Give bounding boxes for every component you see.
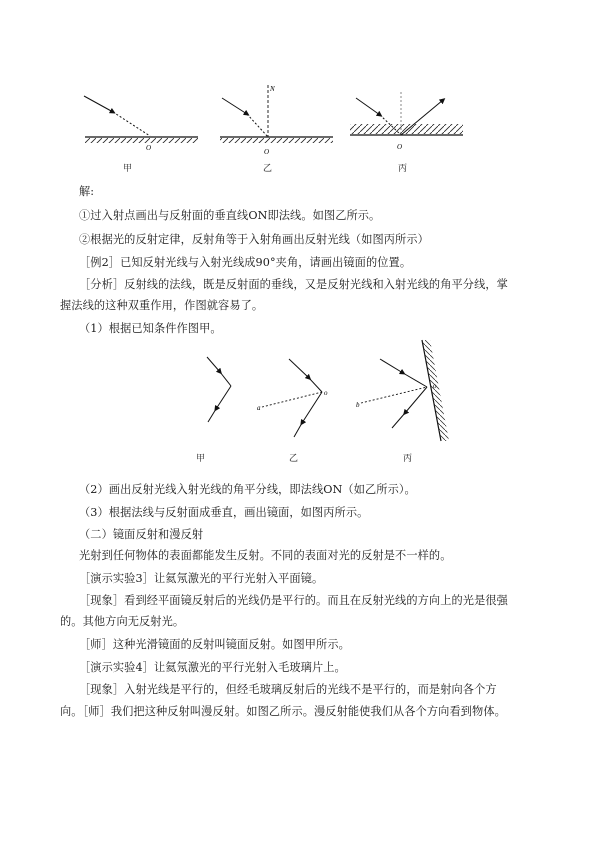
figure1-caption-c: 丙 <box>398 164 408 174</box>
paragraph-analysis-cont: 握法线的这种双重作用，作图就容易了。 <box>60 299 264 312</box>
normal-n-label: N <box>270 85 275 93</box>
paragraph-phenomenon-1: ［现象］看到经平面镜反射后的光线仍是平行的。而且在反射光线的方向上的光是很强 <box>79 594 508 607</box>
figure1-caption-b: 乙 <box>263 164 273 174</box>
incident-ray-tail <box>403 373 427 387</box>
paragraph-step-a: （1）根据已知条件作图甲。 <box>79 322 222 335</box>
figure2-caption-a: 甲 <box>196 454 206 464</box>
paragraph-teacher-1: ［师］这种光滑镜面的反射叫镜面反射。如图甲所示。 <box>79 638 350 651</box>
figure2-panel-c <box>356 340 449 441</box>
paragraph-demo-4: ［演示实验4］让氦氖激光的平行光射入毛玻璃片上。 <box>79 661 346 674</box>
incident-ray-tail <box>309 378 322 392</box>
reflected-ray-tail <box>208 409 216 422</box>
reflected-ray-tail <box>294 423 302 437</box>
incident-ray <box>289 359 309 378</box>
paragraph-analysis: ［分析］反射线的法线，既是反射面的垂线，又是反射光线和入射光线的角平分线，掌 <box>79 278 508 291</box>
incident-ray-tail <box>220 372 231 386</box>
paragraph-phenomenon-2-cont: 向。［师］我们把这种反射叫漫反射。如图乙所示。漫反射能使我们从各个方向看到物体。 <box>60 705 506 718</box>
figure1-caption-a: 甲 <box>123 164 133 174</box>
figure2-panel-a <box>207 357 231 422</box>
paragraph-example-2: ［例2］已知反射光线与入射光线成90°夹角，请画出镜面的位置。 <box>79 256 412 269</box>
figure2-panel-b <box>257 359 328 437</box>
figure2-caption-c: 丙 <box>403 454 413 464</box>
point-o-label: o <box>433 382 437 390</box>
point-o-label: O <box>397 143 403 151</box>
incident-ray <box>380 359 403 373</box>
section-heading: （二）镜面反射和漫反射 <box>79 528 204 541</box>
paragraph-demo-3: ［演示实验3］让氦氖激光的平行光射入平面镜。 <box>79 572 324 585</box>
paragraph-step-c: （3）根据法线与反射面成垂直，画出镜面，如图丙所示。 <box>79 506 369 519</box>
solution-heading: 解: <box>79 185 95 198</box>
paragraph-step-b: （2）画出反射光线入射光线的角平分线，即法线ON（如乙所示）。 <box>79 483 416 496</box>
reflected-ray <box>405 387 427 413</box>
reflected-ray <box>216 386 231 409</box>
normal-line <box>262 392 322 407</box>
paragraph-step-1: ①过入射点画出与反射面的垂直线ON即法线。如图乙所示。 <box>79 209 381 222</box>
incident-ray <box>207 357 220 372</box>
point-o-label: O <box>264 148 270 156</box>
reflected-ray-tail <box>392 413 405 428</box>
paragraph-step-2: ②根据光的反射定律，反射角等于入射角画出反射光线（如图丙所示） <box>79 233 429 246</box>
point-o-label: o <box>324 389 328 397</box>
point-o-label: O <box>146 144 152 152</box>
paragraph-intro: 光射到任何物体的表面都能发生反射。不同的表面对光的反射是不一样的。 <box>79 549 452 562</box>
mirror-hatching <box>422 340 449 441</box>
normal-line <box>361 387 427 403</box>
point-a-label: a <box>257 404 261 412</box>
figure2-caption-b: 乙 <box>289 454 299 464</box>
paragraph-phenomenon-1-cont: 的。其他方向无反射光。 <box>60 615 185 628</box>
paragraph-phenomenon-2: ［现象］入射光线是平行的，但经毛玻璃反射后的光线不是平行的，而是射向各个方 <box>79 683 497 696</box>
point-b-label: b <box>356 401 360 409</box>
